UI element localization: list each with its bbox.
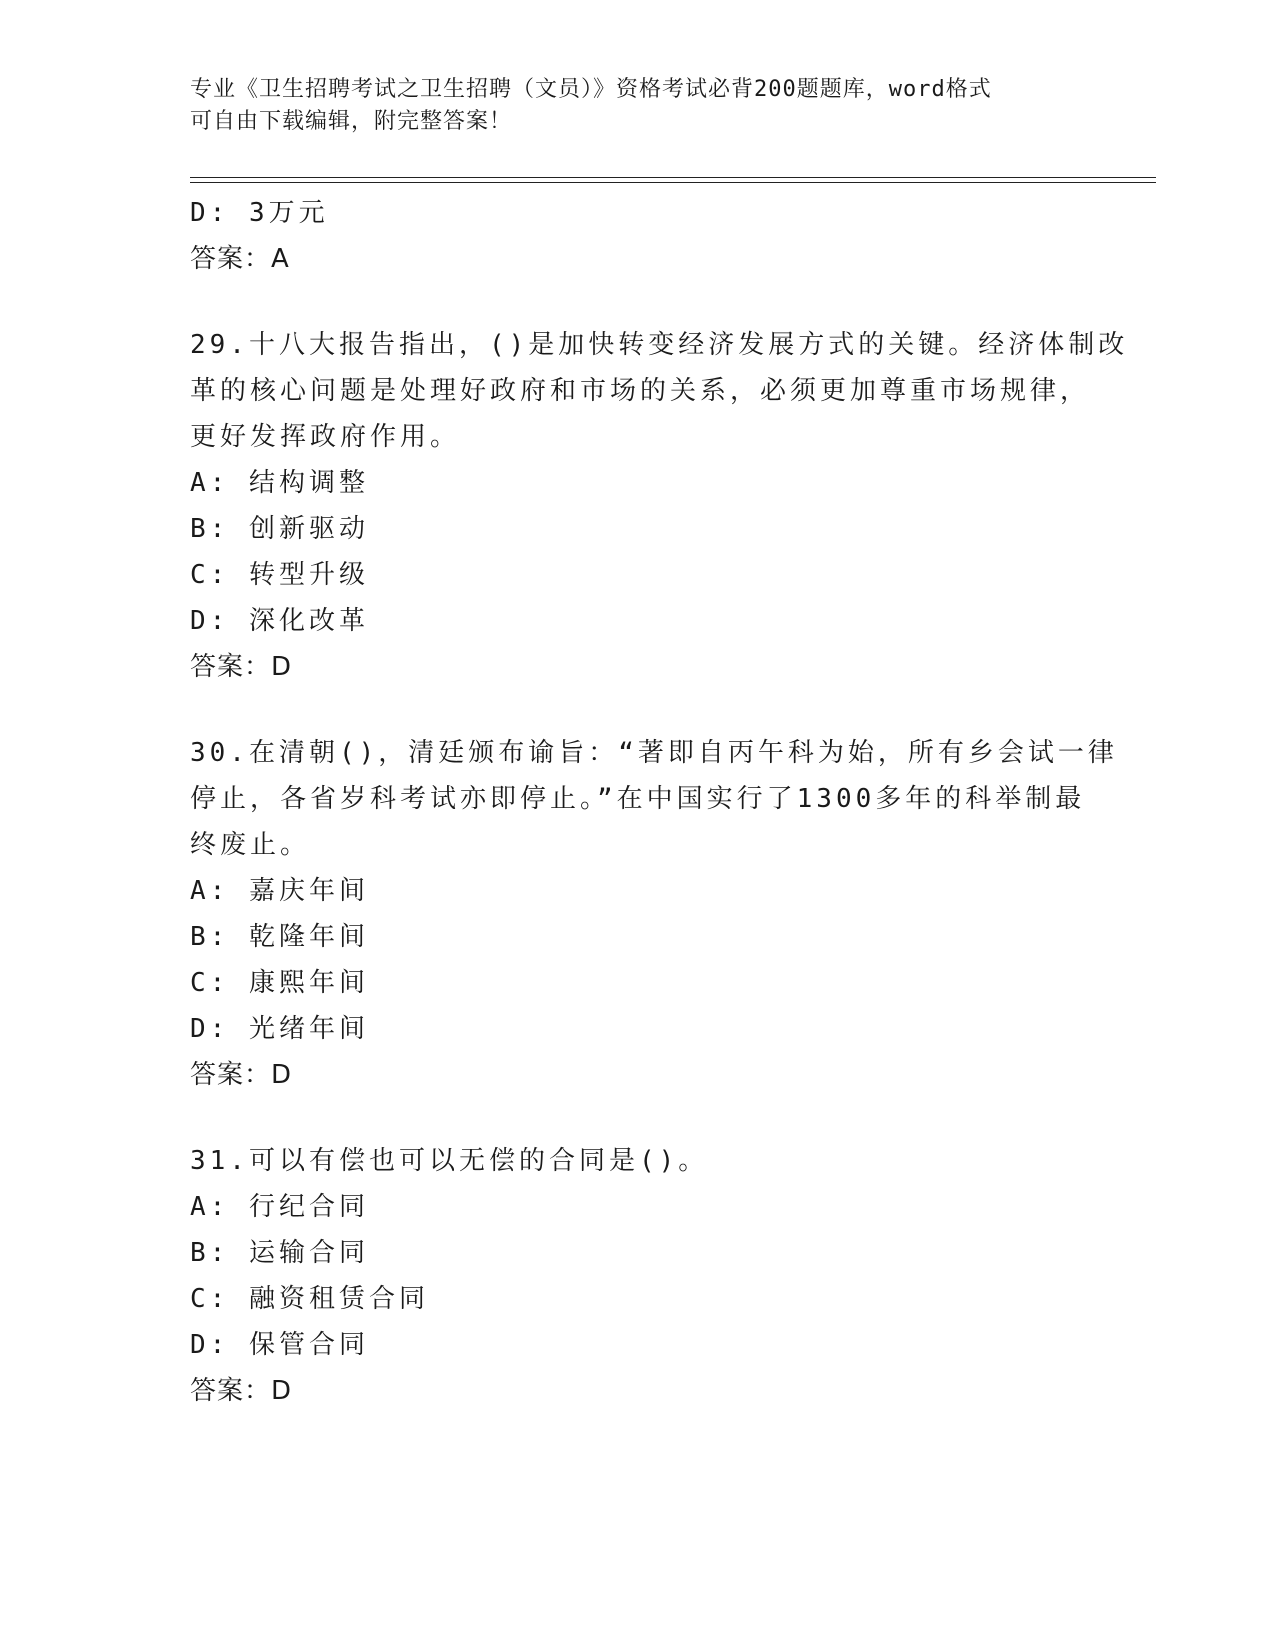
header-divider-bottom: [190, 182, 1156, 183]
question-29-line-3: 更好发挥政府作用。: [190, 422, 461, 452]
document-header: [190, 74, 1090, 138]
question-30-line-3: 终废止。: [190, 830, 311, 860]
question-31-text: [190, 1138, 1090, 1184]
question-30-line-1: 30.在清朝()，清廷颁布谕旨：“著即自丙午科为始，所有乡会试一律: [190, 738, 1118, 768]
question-31-option-c: C: 融资租赁合同: [190, 1284, 429, 1314]
question-29-option-a: A: 结构调整: [190, 468, 369, 498]
question-30-option-a: A: 嘉庆年间: [190, 876, 369, 906]
prev-answer: 答案：A: [190, 244, 290, 274]
question-29-text: [190, 322, 1129, 460]
question-29-option-b: B: 创新驱动: [190, 514, 369, 544]
spacer: [190, 690, 1090, 730]
question-29-line-2: 革的核心问题是处理好政府和市场的关系，必须更加尊重市场规律，: [190, 376, 1091, 406]
question-30: [190, 730, 1118, 1098]
question-30-text: [190, 730, 1118, 868]
header-title-line-1: 专业《卫生招聘考试之卫生招聘（文员）》资格考试必背200题题库，word格式: [190, 77, 992, 102]
question-29: [190, 322, 1129, 690]
question-30-option-c: C: 康熙年间: [190, 968, 369, 998]
question-30-option-b: B: 乾隆年间: [190, 922, 369, 952]
spacer: [190, 282, 1090, 322]
question-29-answer: 答案：D: [190, 652, 293, 682]
question-31-option-d: D: 保管合同: [190, 1330, 369, 1360]
question-31-option-a: A: 行纪合同: [190, 1192, 369, 1222]
spacer: [190, 1098, 1090, 1138]
header-divider-top: [190, 177, 1156, 178]
question-30-option-d: D: 光绪年间: [190, 1014, 369, 1044]
question-31-line-1: 31.可以有偿也可以无偿的合同是()。: [190, 1146, 709, 1176]
question-31-option-b: B: 运输合同: [190, 1238, 369, 1268]
question-29-option-d: D: 深化改革: [190, 606, 369, 636]
header-title-line-2: 可自由下载编辑，附完整答案！: [190, 109, 513, 134]
question-31: [190, 1138, 1090, 1414]
question-content: [190, 190, 1129, 1414]
question-29-option-c: C: 转型升级: [190, 560, 369, 590]
question-29-line-1: 29.十八大报告指出，()是加快转变经济发展方式的关键。经济体制改: [190, 330, 1129, 360]
prev-option-d: D: 3万元: [190, 198, 329, 228]
question-30-line-2: 停止，各省岁科考试亦即停止。”在中国实行了1300多年的科举制最: [190, 784, 1086, 814]
question-31-answer: 答案：D: [190, 1376, 293, 1406]
question-30-answer: 答案：D: [190, 1060, 293, 1090]
